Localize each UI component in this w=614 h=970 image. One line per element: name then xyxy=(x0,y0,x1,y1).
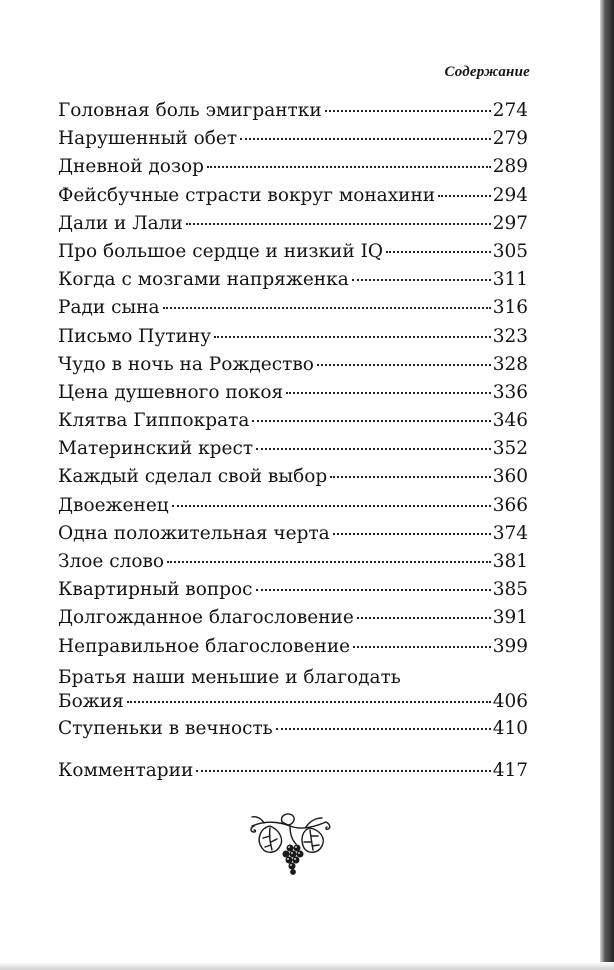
dot-leader xyxy=(353,646,491,648)
toc-entry-title: Квартирный вопрос xyxy=(58,579,253,601)
toc-entry xyxy=(58,297,528,325)
toc-entry-comments xyxy=(58,760,528,788)
toc-entry xyxy=(58,495,528,523)
toc-entry-title: Ради сына xyxy=(58,297,160,319)
toc-entry-title: Цена душевного покоя xyxy=(58,381,284,403)
table-of-contents xyxy=(58,100,528,788)
toc-entry-title: Дали и Лали xyxy=(58,212,183,234)
toc-entry-page: 274 xyxy=(492,100,528,121)
toc-entry-title: Клятва Гиппократа xyxy=(58,410,250,432)
dot-leader xyxy=(325,110,491,112)
toc-entry-title: Про большое сердце и низкий IQ xyxy=(58,240,384,262)
toc-entry xyxy=(58,185,528,213)
toc-entry xyxy=(58,523,528,551)
dot-leader xyxy=(240,138,491,140)
toc-entry xyxy=(58,551,528,579)
dot-leader xyxy=(438,195,491,197)
dot-leader xyxy=(256,589,491,591)
dot-leader xyxy=(333,533,491,535)
toc-entry-title: Когда с мозгами напряженка xyxy=(58,269,349,291)
toc-entry-title-continued: Божия xyxy=(58,690,124,712)
toc-entry-page: 360 xyxy=(492,466,528,488)
toc-entry-title: Головная боль эмигрантки xyxy=(58,100,322,121)
toc-entry-page: 297 xyxy=(492,212,528,234)
toc-entry xyxy=(58,326,528,354)
dot-leader xyxy=(196,770,490,772)
toc-entry-page: 366 xyxy=(492,494,528,516)
grapevine-ornament-icon xyxy=(246,812,334,876)
toc-entry-page: 381 xyxy=(492,551,528,572)
toc-entry xyxy=(58,664,528,718)
toc-entry-title: Комментарии xyxy=(58,759,194,781)
toc-entry xyxy=(58,579,528,607)
toc-entry xyxy=(58,213,528,241)
toc-entry-page: 385 xyxy=(492,579,528,601)
toc-entry-page: 305 xyxy=(492,240,528,262)
toc-entry-title: Дневной дозор xyxy=(58,156,205,178)
toc-entry-page: 399 xyxy=(492,635,528,657)
toc-entry-title: Одна положительная черта xyxy=(58,522,330,544)
toc-entry xyxy=(58,410,528,438)
toc-entry xyxy=(58,636,528,664)
toc-entry-title: Двоеженец xyxy=(58,494,169,516)
toc-entry-title: Ступеньки в вечность xyxy=(58,717,273,739)
toc-entry xyxy=(58,718,528,746)
toc-entry xyxy=(58,354,528,382)
dot-leader xyxy=(186,223,491,225)
toc-entry-title: Фейсбучные страсти вокруг монахини xyxy=(58,184,436,206)
dot-leader xyxy=(252,420,490,422)
toc-entry-page: 279 xyxy=(492,128,528,150)
toc-entry xyxy=(58,607,528,635)
dot-leader xyxy=(286,392,491,394)
toc-entry-page: 323 xyxy=(492,325,528,347)
toc-entry-page: 316 xyxy=(492,297,528,319)
toc-entry xyxy=(58,466,528,494)
toc-entry-page: 374 xyxy=(492,522,528,544)
running-head: Содержание xyxy=(444,64,530,80)
dot-leader xyxy=(386,251,491,253)
toc-entry-title: Письмо Путину xyxy=(58,325,212,347)
toc-entry-title: Злое слово xyxy=(58,551,165,572)
toc-entry xyxy=(58,156,528,184)
page-edge-shadow xyxy=(600,0,614,970)
toc-entry xyxy=(58,128,528,156)
dot-leader xyxy=(167,561,491,563)
dot-leader xyxy=(127,701,491,703)
dot-leader xyxy=(330,476,490,478)
toc-entry-page: 328 xyxy=(492,353,528,375)
toc-entry-page: 311 xyxy=(492,269,528,291)
toc-entry-page: 294 xyxy=(492,184,528,206)
dot-leader xyxy=(256,448,491,450)
toc-entry-page: 410 xyxy=(492,717,528,739)
toc-entry-title: Нарушенный обет xyxy=(58,128,238,150)
dot-leader xyxy=(207,166,491,168)
toc-entry-title: Долгожданное благословение xyxy=(58,607,354,629)
toc-entry xyxy=(58,382,528,410)
dot-leader xyxy=(317,364,491,366)
toc-entry-title: Каждый сделал свой выбор xyxy=(58,466,328,488)
toc-entry-title: Чудо в ночь на Рождество xyxy=(58,353,314,375)
toc-entry xyxy=(58,269,528,297)
toc-entry-title: Материнский крест xyxy=(58,438,254,460)
toc-entry xyxy=(58,100,528,128)
toc-entry-title: Братья наши меньшие и благодать xyxy=(58,666,401,688)
toc-entry-page: 352 xyxy=(492,438,528,460)
toc-entry-continuation xyxy=(58,691,528,718)
dot-leader xyxy=(276,728,491,730)
dot-leader xyxy=(352,279,491,281)
dot-leader xyxy=(163,307,491,309)
toc-entry xyxy=(58,241,528,269)
toc-entry-page: 346 xyxy=(492,410,528,432)
dot-leader xyxy=(214,336,491,338)
toc-entry-page: 289 xyxy=(492,156,528,178)
dot-leader xyxy=(357,617,491,619)
toc-entry xyxy=(58,438,528,466)
toc-entry-page: 336 xyxy=(492,381,528,403)
toc-entry-title: Неправильное благословение xyxy=(58,635,351,657)
toc-entry-page: 391 xyxy=(492,607,528,629)
toc-entry-page: 417 xyxy=(492,759,528,781)
dot-leader xyxy=(172,505,491,507)
page-bottom-edge xyxy=(0,962,614,970)
toc-entry-page: 406 xyxy=(492,690,528,712)
